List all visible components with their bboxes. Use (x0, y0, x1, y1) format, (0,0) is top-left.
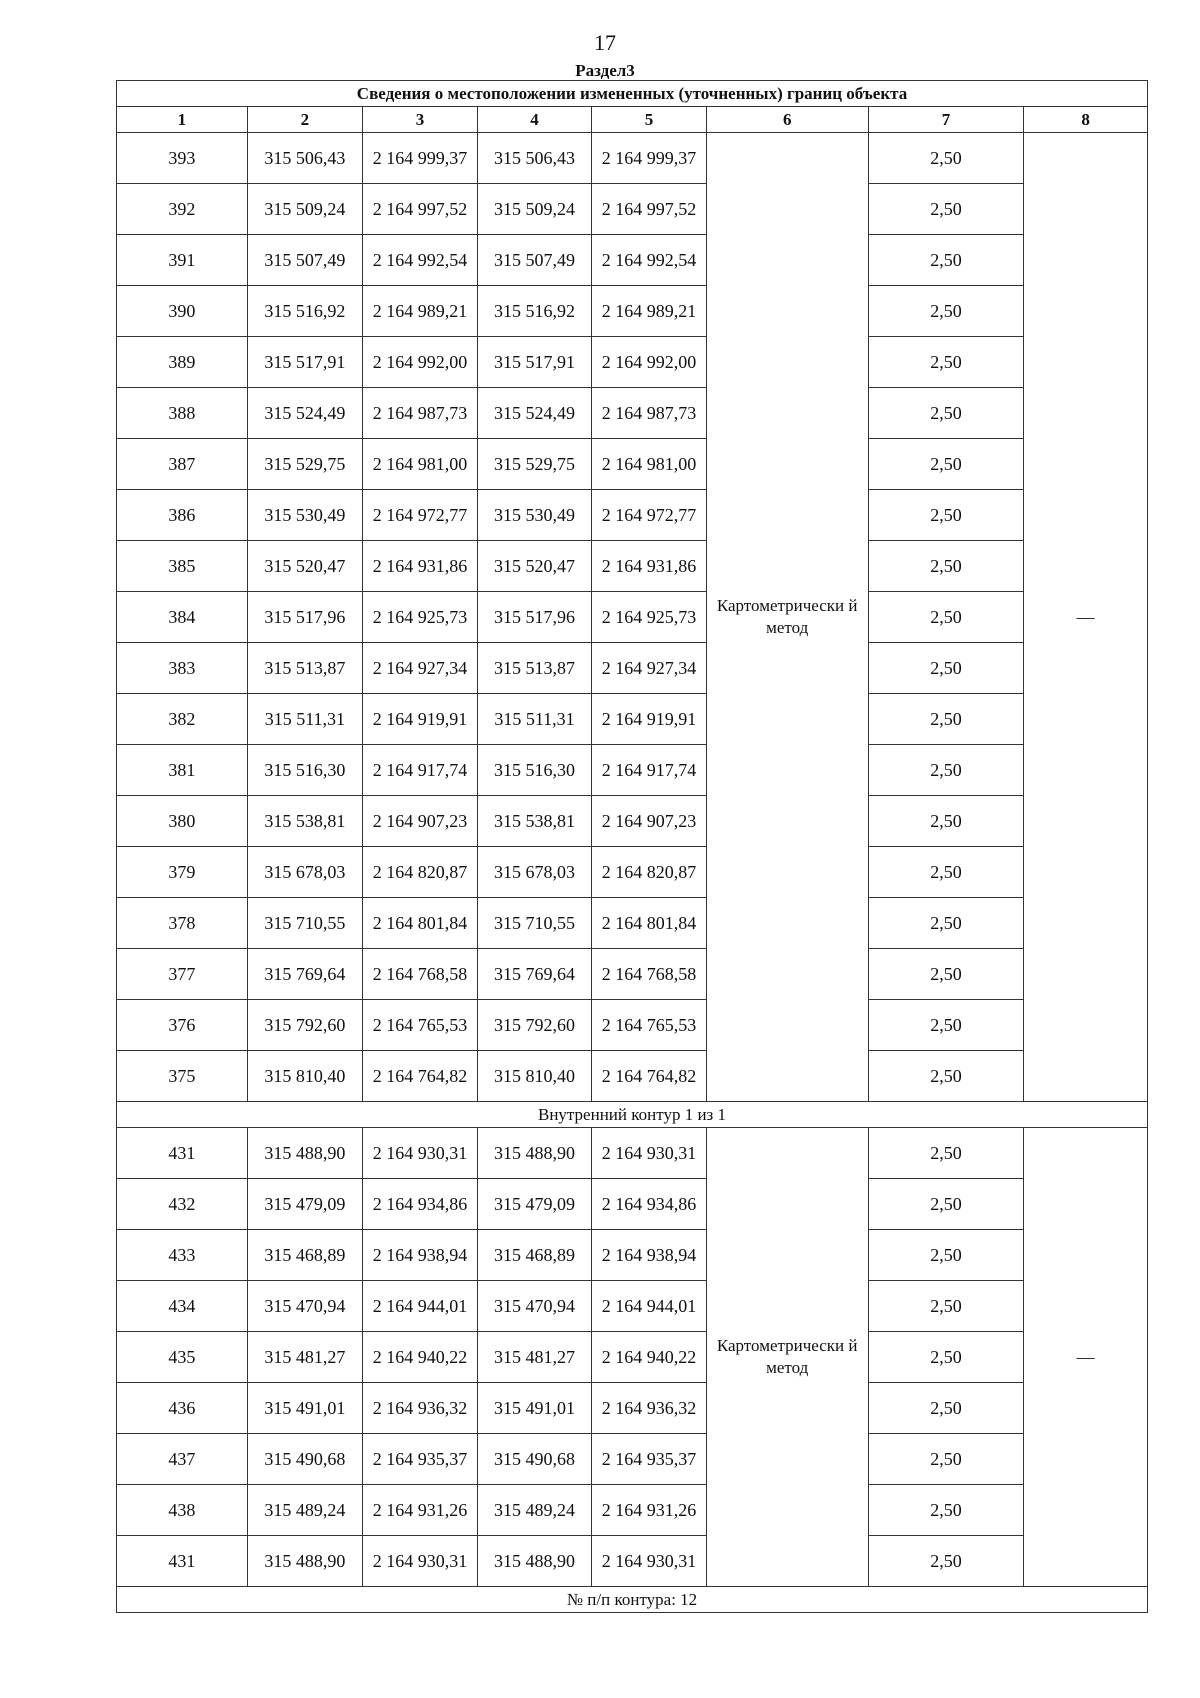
coord-x-new: 315 479,09 (477, 1179, 592, 1230)
coord-x-new: 315 810,40 (477, 1051, 592, 1102)
coord-y-old: 2 164 938,94 (363, 1230, 478, 1281)
coord-x-new: 315 468,89 (477, 1230, 592, 1281)
point-number: 435 (117, 1332, 248, 1383)
table-row (117, 643, 1148, 694)
coord-x-old: 315 538,81 (247, 796, 363, 847)
coord-x-old: 315 810,40 (247, 1051, 363, 1102)
accuracy-value: 2,50 (868, 388, 1024, 439)
coord-y-old: 2 164 768,58 (363, 949, 478, 1000)
coord-y-new: 2 164 927,34 (592, 643, 707, 694)
coord-y-new: 2 164 972,77 (592, 490, 707, 541)
coord-x-old: 315 506,43 (247, 133, 363, 184)
point-number: 390 (117, 286, 248, 337)
table-row (117, 184, 1148, 235)
coord-x-new: 315 529,75 (477, 439, 592, 490)
coord-y-old: 2 164 935,37 (363, 1434, 478, 1485)
table-row (117, 1128, 1148, 1179)
coord-y-new: 2 164 801,84 (592, 898, 707, 949)
coord-y-new: 2 164 931,86 (592, 541, 707, 592)
table-row (117, 1332, 1148, 1383)
coord-y-new: 2 164 907,23 (592, 796, 707, 847)
accuracy-value: 2,50 (868, 1434, 1024, 1485)
point-number: 379 (117, 847, 248, 898)
coord-x-old: 315 489,24 (247, 1485, 363, 1536)
coord-y-old: 2 164 936,32 (363, 1383, 478, 1434)
coord-y-new: 2 164 768,58 (592, 949, 707, 1000)
coord-x-new: 315 520,47 (477, 541, 592, 592)
accuracy-value: 2,50 (868, 643, 1024, 694)
accuracy-value: 2,50 (868, 439, 1024, 490)
coord-x-old: 315 678,03 (247, 847, 363, 898)
coord-y-new: 2 164 935,37 (592, 1434, 707, 1485)
coord-y-old: 2 164 927,34 (363, 643, 478, 694)
contour-number-label: № п/п контура: 12 (117, 1587, 1148, 1613)
column-header: 5 (592, 107, 707, 133)
table-caption-row (117, 81, 1148, 107)
coord-y-new: 2 164 820,87 (592, 847, 707, 898)
point-number: 384 (117, 592, 248, 643)
table-row (117, 949, 1148, 1000)
coord-y-old: 2 164 987,73 (363, 388, 478, 439)
accuracy-value: 2,50 (868, 1051, 1024, 1102)
coord-x-old: 315 710,55 (247, 898, 363, 949)
table-row (117, 1281, 1148, 1332)
accuracy-value: 2,50 (868, 1383, 1024, 1434)
coord-x-old: 315 516,92 (247, 286, 363, 337)
accuracy-value: 2,50 (868, 1332, 1024, 1383)
coord-x-old: 315 520,47 (247, 541, 363, 592)
coord-x-new: 315 488,90 (477, 1536, 592, 1587)
point-number: 433 (117, 1230, 248, 1281)
coord-y-new: 2 164 992,54 (592, 235, 707, 286)
inner-contour-label: Внутренний контур 1 из 1 (117, 1102, 1148, 1128)
coord-x-old: 315 468,89 (247, 1230, 363, 1281)
coord-x-new: 315 538,81 (477, 796, 592, 847)
point-number: 381 (117, 745, 248, 796)
coord-x-old: 315 470,94 (247, 1281, 363, 1332)
coord-y-old: 2 164 934,86 (363, 1179, 478, 1230)
column-header: 8 (1024, 107, 1148, 133)
page-number: 17 (594, 30, 616, 55)
coord-x-new: 315 710,55 (477, 898, 592, 949)
table-row (117, 388, 1148, 439)
accuracy-value: 2,50 (868, 847, 1024, 898)
accuracy-value: 2,50 (868, 286, 1024, 337)
coord-y-old: 2 164 820,87 (363, 847, 478, 898)
table-row (117, 541, 1148, 592)
coord-x-new: 315 524,49 (477, 388, 592, 439)
coord-x-old: 315 490,68 (247, 1434, 363, 1485)
point-number: 383 (117, 643, 248, 694)
coord-x-old: 315 509,24 (247, 184, 363, 235)
coord-x-new: 315 769,64 (477, 949, 592, 1000)
table-row (117, 133, 1148, 184)
accuracy-value: 2,50 (868, 1000, 1024, 1051)
method-cell: Картометрически й метод (706, 133, 868, 1102)
column-header: 2 (247, 107, 363, 133)
coord-y-old: 2 164 992,00 (363, 337, 478, 388)
table-row (117, 847, 1148, 898)
coord-y-old: 2 164 907,23 (363, 796, 478, 847)
coord-x-old: 315 479,09 (247, 1179, 363, 1230)
accuracy-value: 2,50 (868, 541, 1024, 592)
column-8-value: — (1024, 133, 1148, 1102)
point-number: 387 (117, 439, 248, 490)
table-row (117, 337, 1148, 388)
point-number: 388 (117, 388, 248, 439)
coord-x-new: 315 517,96 (477, 592, 592, 643)
accuracy-value: 2,50 (868, 796, 1024, 847)
column-8-value: — (1024, 1128, 1148, 1587)
point-number: 437 (117, 1434, 248, 1485)
table-row (117, 796, 1148, 847)
method-cell: Картометрически й метод (706, 1128, 868, 1587)
coord-x-new: 315 516,30 (477, 745, 592, 796)
table-row (117, 490, 1148, 541)
accuracy-value: 2,50 (868, 694, 1024, 745)
accuracy-value: 2,50 (868, 235, 1024, 286)
coord-x-new: 315 506,43 (477, 133, 592, 184)
coord-x-new: 315 489,24 (477, 1485, 592, 1536)
coord-y-old: 2 164 981,00 (363, 439, 478, 490)
coord-y-old: 2 164 931,86 (363, 541, 478, 592)
coord-y-old: 2 164 917,74 (363, 745, 478, 796)
column-header: 7 (868, 107, 1024, 133)
coord-y-new: 2 164 934,86 (592, 1179, 707, 1230)
column-header: 4 (477, 107, 592, 133)
coord-y-old: 2 164 931,26 (363, 1485, 478, 1536)
coord-y-old: 2 164 972,77 (363, 490, 478, 541)
coord-x-new: 315 516,92 (477, 286, 592, 337)
coord-y-new: 2 164 925,73 (592, 592, 707, 643)
coord-x-new: 315 488,90 (477, 1128, 592, 1179)
coord-y-old: 2 164 801,84 (363, 898, 478, 949)
coord-y-new: 2 164 765,53 (592, 1000, 707, 1051)
coord-y-new: 2 164 997,52 (592, 184, 707, 235)
point-number: 386 (117, 490, 248, 541)
table-row (117, 1383, 1148, 1434)
table-row (117, 898, 1148, 949)
coord-x-old: 315 507,49 (247, 235, 363, 286)
table-row (117, 439, 1148, 490)
point-number: 380 (117, 796, 248, 847)
coord-x-old: 315 513,87 (247, 643, 363, 694)
accuracy-value: 2,50 (868, 1230, 1024, 1281)
point-number: 378 (117, 898, 248, 949)
point-number: 392 (117, 184, 248, 235)
coord-x-old: 315 488,90 (247, 1128, 363, 1179)
accuracy-value: 2,50 (868, 184, 1024, 235)
accuracy-value: 2,50 (868, 592, 1024, 643)
accuracy-value: 2,50 (868, 1179, 1024, 1230)
accuracy-value: 2,50 (868, 337, 1024, 388)
table-row (117, 1485, 1148, 1536)
coord-x-new: 315 470,94 (477, 1281, 592, 1332)
point-number: 391 (117, 235, 248, 286)
accuracy-value: 2,50 (868, 1485, 1024, 1536)
coord-y-new: 2 164 944,01 (592, 1281, 707, 1332)
point-number: 431 (117, 1536, 248, 1587)
coord-y-new: 2 164 931,26 (592, 1485, 707, 1536)
coord-y-new: 2 164 930,31 (592, 1536, 707, 1587)
coord-x-old: 315 524,49 (247, 388, 363, 439)
coord-y-new: 2 164 938,94 (592, 1230, 707, 1281)
coord-y-new: 2 164 992,00 (592, 337, 707, 388)
coord-x-old: 315 769,64 (247, 949, 363, 1000)
coord-x-old: 315 481,27 (247, 1332, 363, 1383)
coord-y-old: 2 164 764,82 (363, 1051, 478, 1102)
table-row (117, 1051, 1148, 1102)
coord-y-old: 2 164 999,37 (363, 133, 478, 184)
accuracy-value: 2,50 (868, 949, 1024, 1000)
inner-contour-label-row (117, 1102, 1148, 1128)
coord-x-new: 315 507,49 (477, 235, 592, 286)
table-row (117, 694, 1148, 745)
coord-y-new: 2 164 930,31 (592, 1128, 707, 1179)
coord-y-old: 2 164 930,31 (363, 1536, 478, 1587)
point-number: 382 (117, 694, 248, 745)
coord-x-new: 315 678,03 (477, 847, 592, 898)
accuracy-value: 2,50 (868, 490, 1024, 541)
coord-x-new: 315 530,49 (477, 490, 592, 541)
coord-x-old: 315 511,31 (247, 694, 363, 745)
coord-x-new: 315 509,24 (477, 184, 592, 235)
coord-y-old: 2 164 765,53 (363, 1000, 478, 1051)
point-number: 385 (117, 541, 248, 592)
coord-x-new: 315 513,87 (477, 643, 592, 694)
table-row (117, 1230, 1148, 1281)
coord-x-old: 315 491,01 (247, 1383, 363, 1434)
point-number: 375 (117, 1051, 248, 1102)
table-row (117, 1179, 1148, 1230)
point-number: 436 (117, 1383, 248, 1434)
point-number: 431 (117, 1128, 248, 1179)
accuracy-value: 2,50 (868, 745, 1024, 796)
coord-y-new: 2 164 987,73 (592, 388, 707, 439)
accuracy-value: 2,50 (868, 1128, 1024, 1179)
coord-x-old: 315 530,49 (247, 490, 363, 541)
accuracy-value: 2,50 (868, 898, 1024, 949)
coord-x-old: 315 529,75 (247, 439, 363, 490)
section-title: Раздел3 (575, 61, 635, 80)
coord-y-new: 2 164 989,21 (592, 286, 707, 337)
column-header: 6 (706, 107, 868, 133)
coord-y-old: 2 164 989,21 (363, 286, 478, 337)
coord-y-old: 2 164 992,54 (363, 235, 478, 286)
accuracy-value: 2,50 (868, 133, 1024, 184)
table-caption: Сведения о местоположении измененных (уточненных) границ объекта (117, 81, 1148, 107)
column-header-row (117, 107, 1148, 133)
point-number: 376 (117, 1000, 248, 1051)
coord-x-new: 315 490,68 (477, 1434, 592, 1485)
table-row (117, 235, 1148, 286)
coord-x-new: 315 792,60 (477, 1000, 592, 1051)
coord-x-new: 315 517,91 (477, 337, 592, 388)
coord-y-new: 2 164 940,22 (592, 1332, 707, 1383)
point-number: 438 (117, 1485, 248, 1536)
point-number: 389 (117, 337, 248, 388)
point-number: 434 (117, 1281, 248, 1332)
coord-x-old: 315 517,91 (247, 337, 363, 388)
coord-x-old: 315 517,96 (247, 592, 363, 643)
coord-y-old: 2 164 930,31 (363, 1128, 478, 1179)
coord-x-old: 315 488,90 (247, 1536, 363, 1587)
table-row (117, 1434, 1148, 1485)
table-row (117, 1536, 1148, 1587)
coord-y-old: 2 164 944,01 (363, 1281, 478, 1332)
accuracy-value: 2,50 (868, 1536, 1024, 1587)
coord-y-new: 2 164 919,91 (592, 694, 707, 745)
coord-y-new: 2 164 917,74 (592, 745, 707, 796)
accuracy-value: 2,50 (868, 1281, 1024, 1332)
coord-y-old: 2 164 925,73 (363, 592, 478, 643)
table-row (117, 745, 1148, 796)
coord-y-new: 2 164 764,82 (592, 1051, 707, 1102)
coord-y-new: 2 164 999,37 (592, 133, 707, 184)
coord-x-old: 315 516,30 (247, 745, 363, 796)
coord-y-old: 2 164 919,91 (363, 694, 478, 745)
coord-y-old: 2 164 997,52 (363, 184, 478, 235)
column-header: 1 (117, 107, 248, 133)
point-number: 432 (117, 1179, 248, 1230)
point-number: 393 (117, 133, 248, 184)
boundary-table (116, 80, 1148, 1613)
coord-y-new: 2 164 981,00 (592, 439, 707, 490)
column-header: 3 (363, 107, 478, 133)
coord-x-new: 315 511,31 (477, 694, 592, 745)
coord-x-new: 315 481,27 (477, 1332, 592, 1383)
coord-y-old: 2 164 940,22 (363, 1332, 478, 1383)
coord-y-new: 2 164 936,32 (592, 1383, 707, 1434)
table-row (117, 1000, 1148, 1051)
coord-x-old: 315 792,60 (247, 1000, 363, 1051)
table-row (117, 286, 1148, 337)
coord-x-new: 315 491,01 (477, 1383, 592, 1434)
point-number: 377 (117, 949, 248, 1000)
contour-number-label-row (117, 1587, 1148, 1613)
table-row (117, 592, 1148, 643)
